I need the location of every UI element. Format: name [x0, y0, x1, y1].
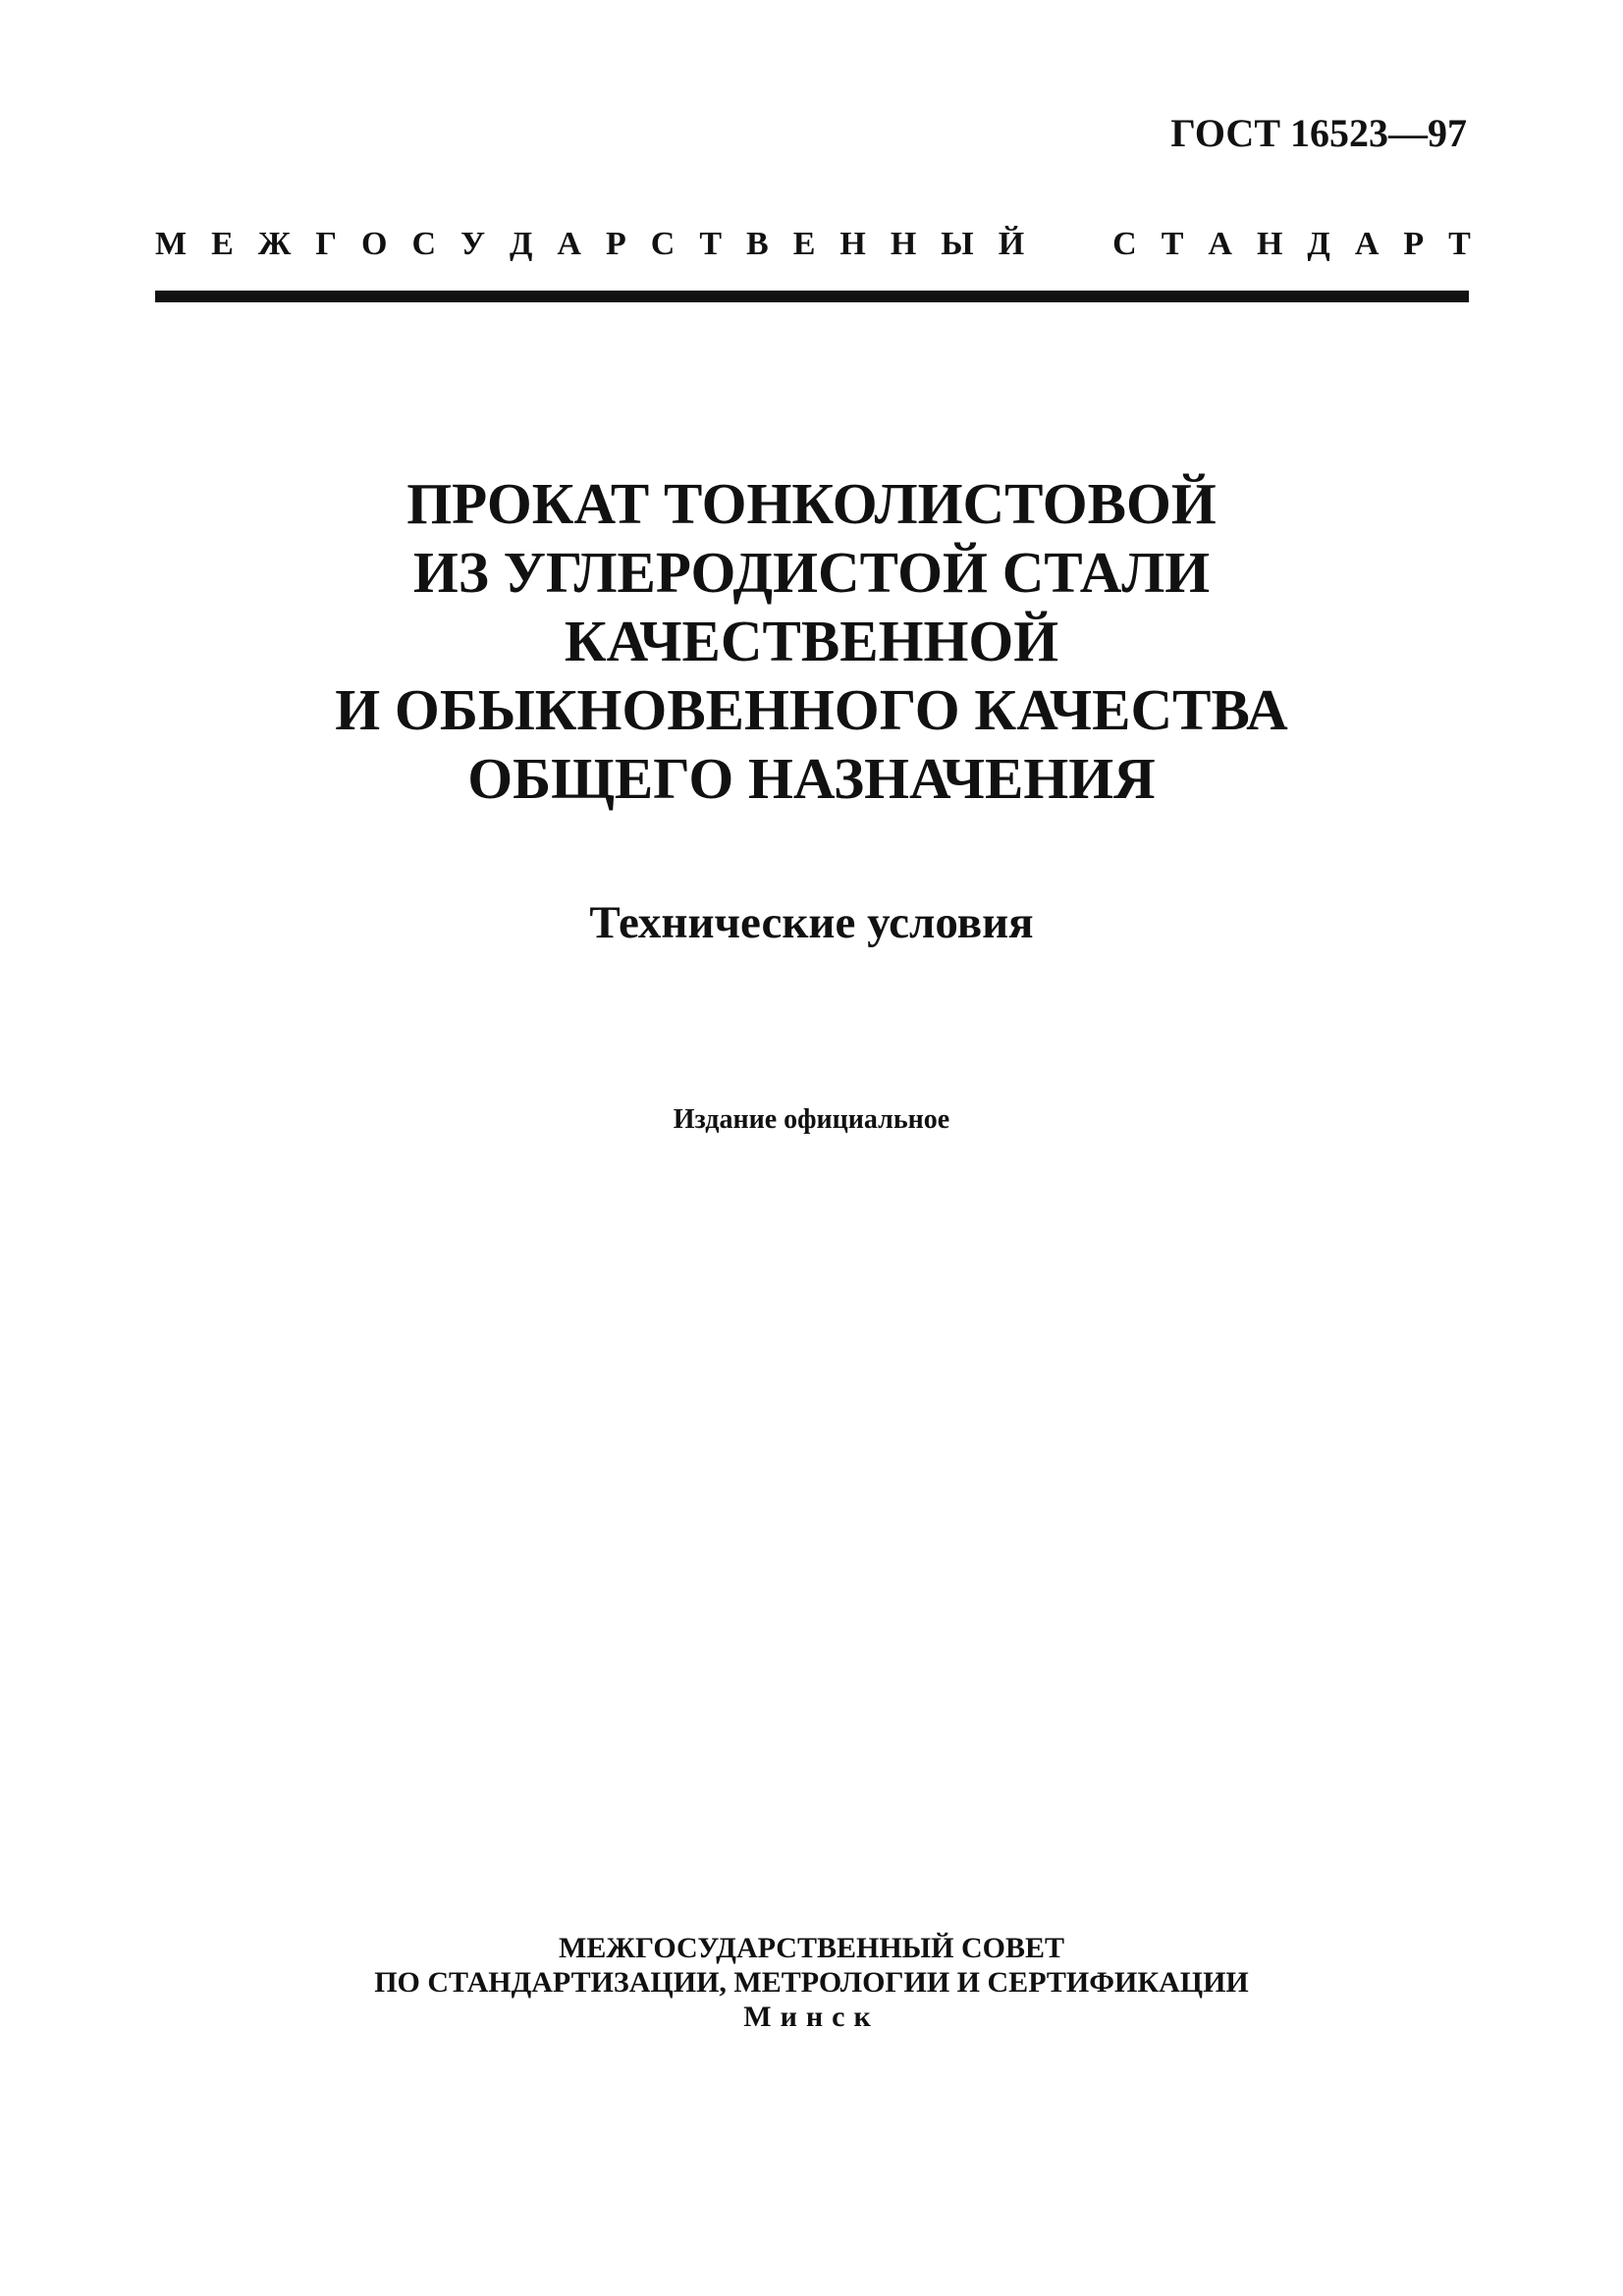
- publisher-block: [0, 1931, 1623, 2034]
- banner-letter: А: [557, 226, 581, 262]
- banner-letter: У: [460, 226, 486, 262]
- banner-letter: Т: [699, 226, 723, 262]
- banner-letter: М: [155, 226, 188, 262]
- banner-letter: А: [1354, 226, 1380, 262]
- banner-letter: О: [361, 226, 388, 262]
- publisher-line: ПО СТАНДАРТИЗАЦИИ, МЕТРОЛОГИИ И СЕРТИФИКАЦИИ: [374, 1966, 1249, 1999]
- banner-letter: Д: [1307, 226, 1330, 262]
- banner-letter: А: [1208, 226, 1232, 262]
- title-line: ОБЩЕГО НАЗНАЧЕНИЯ: [467, 746, 1156, 811]
- document-subtitle: Технические условия: [589, 897, 1034, 948]
- title-line: КАЧЕСТВЕННОЙ: [564, 609, 1059, 673]
- banner-letter: Й: [998, 226, 1025, 262]
- publisher-line: МЕЖГОСУДАРСТВЕННЫЙ СОВЕТ: [559, 1932, 1064, 1964]
- banner-letter: Е: [792, 226, 816, 262]
- banner-letter: С: [650, 226, 676, 262]
- banner-letter: Ж: [257, 226, 292, 262]
- banner-letter: Н: [890, 226, 917, 262]
- banner-letter: Р: [1403, 226, 1425, 262]
- banner-letter: Т: [1161, 226, 1184, 262]
- edition-note: Издание официальное: [673, 1104, 950, 1135]
- banner-letter: Д: [510, 226, 533, 262]
- document-number: ГОСТ 16523—97: [1170, 111, 1467, 155]
- banner-letter: Т: [1448, 226, 1471, 262]
- banner-letter: С: [411, 226, 437, 262]
- header-rule-divider: [155, 291, 1469, 302]
- title-line: ПРОКАТ ТОНКОЛИСТОВОЙ: [406, 471, 1217, 536]
- banner-letter: Г: [315, 226, 338, 262]
- banner-letter: Р: [605, 226, 626, 262]
- banner-letter: В: [746, 226, 769, 262]
- publisher-city: Минск: [743, 2001, 880, 2033]
- banner-letter: Н: [839, 226, 866, 262]
- standard-type-banner: [155, 222, 1471, 267]
- document-title: [0, 469, 1623, 813]
- banner-letter: Е: [211, 226, 234, 262]
- banner-letter: Ы: [941, 226, 974, 262]
- banner-letter: С: [1112, 226, 1137, 262]
- banner-letter: Н: [1256, 226, 1283, 262]
- title-line: ИЗ УГЛЕРОДИСТОЙ СТАЛИ: [412, 540, 1211, 605]
- banner-word-gap: [1049, 222, 1088, 267]
- title-line: И ОБЫКНОВЕННОГО КАЧЕСТВА: [335, 677, 1288, 742]
